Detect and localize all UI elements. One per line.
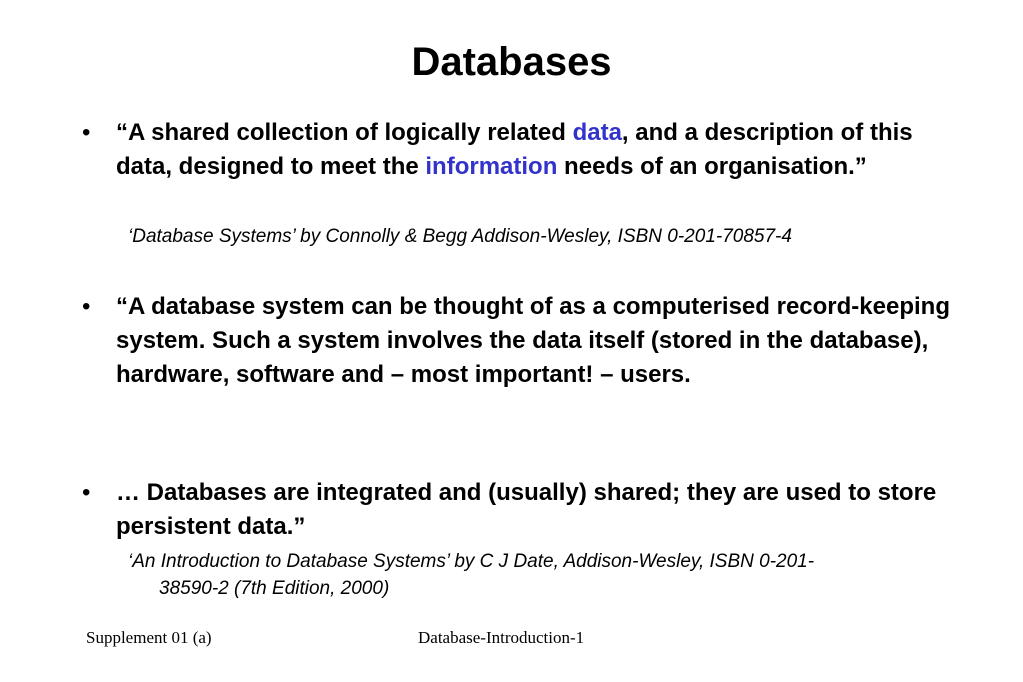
citation-date [128, 548, 968, 602]
bullet-text: … Databases are integrated and (usually) shared; they are used to store persistent data.” [116, 479, 937, 540]
bullet-marker: • [82, 479, 91, 506]
bullet-text-part: , and a description of this data, designed to meet the [116, 119, 913, 180]
bullet-text [116, 116, 962, 184]
bullet-text-part: needs of an organisation.” [557, 153, 867, 180]
bullet-text: “A database system can be thought of as a computerised record-keeping system. Such a system involves the data itself (stored in the database), hardware, software and – most important! – users. [116, 293, 950, 388]
footer-center: Database-Introduction-1 [418, 628, 585, 647]
bullet-marker: • [82, 119, 91, 146]
bullet-marker: • [82, 293, 91, 320]
footer-left: Supplement 01 (a) [86, 628, 212, 647]
bullet-text-part: “A shared collection of logically related [116, 119, 573, 146]
citation-line: 38590-2 (7th Edition, 2000) [159, 578, 390, 599]
citation-connolly-begg: ‘Database Systems’ by Connolly & Begg Addison-Wesley, ISBN 0-201-70857-4 [128, 226, 792, 247]
highlight-data: data [572, 119, 622, 146]
citation-line: ‘An Introduction to Database Systems’ by C J Date, Addison-Wesley, ISBN 0-201- [128, 551, 815, 572]
highlight-information: information [425, 153, 558, 180]
slide-title: Databases [411, 40, 612, 84]
